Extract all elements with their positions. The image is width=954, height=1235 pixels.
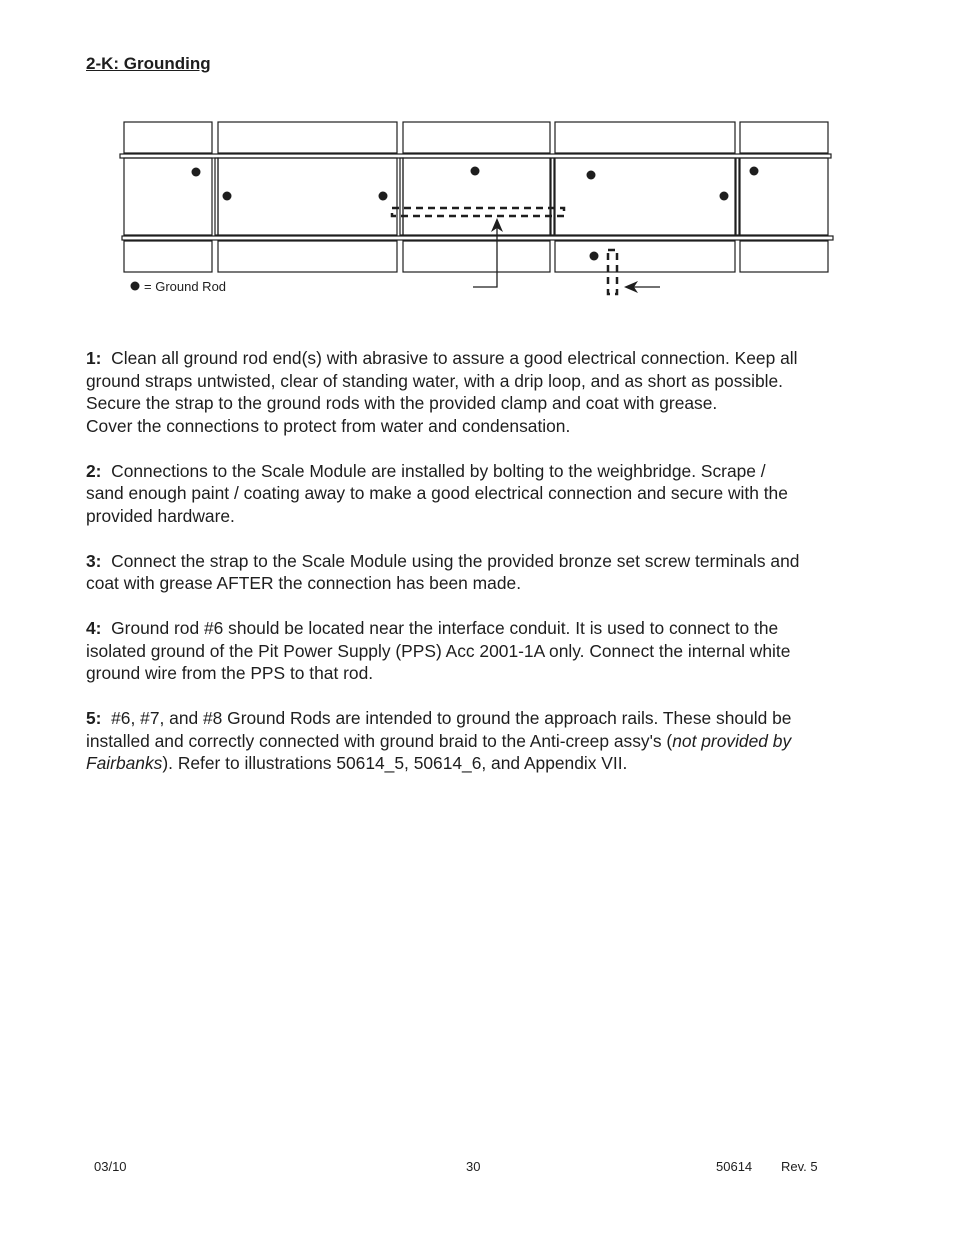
paragraph-line: ground straps untwisted, clear of standing water, with a drip loop, and as short as possible. <box>86 370 783 391</box>
lower-box-1 <box>124 241 212 272</box>
upper-box-2 <box>218 122 397 153</box>
grounding-diagram <box>0 0 954 320</box>
ground-rod-marker <box>192 168 201 177</box>
top-rail <box>120 154 831 158</box>
module-box-4 <box>555 158 735 235</box>
ground-rod-marker <box>750 167 759 176</box>
upper-box-1 <box>124 122 212 153</box>
paragraph-line: Clean all ground rod end(s) with abrasive to assure a good electrical connection. Keep all <box>111 348 798 368</box>
paragraph-number: 4: <box>86 618 102 638</box>
paragraph-5 <box>86 707 876 775</box>
paragraph-line: isolated ground of the Pit Power Supply (PPS) Acc 2001-1A only. Connect the internal white <box>86 640 791 661</box>
paragraph-line: ground wire from the PPS to that rod. <box>86 663 374 683</box>
module-gap-4 <box>736 158 739 235</box>
lower-box-2 <box>218 241 397 272</box>
paragraph-2 <box>86 460 876 528</box>
paragraph-number: 3: <box>86 550 102 571</box>
legend-dot-icon <box>131 282 140 291</box>
italic-note: not provided by <box>672 730 792 751</box>
paragraph-line: Cover the connections to protect from water and condensation. <box>86 415 571 436</box>
lower-box-4 <box>555 241 735 272</box>
upper-box-3 <box>403 122 550 153</box>
bottom-rail <box>122 236 833 240</box>
paragraph-line: sand enough paint / coating away to make a good electrical connection and secure with the <box>86 483 788 503</box>
paragraph-number: 5: <box>86 708 102 728</box>
ground-rod-marker <box>471 167 480 176</box>
paragraph-line: Connections to the Scale Module are installed by bolting to the weighbridge. Scrape / <box>111 460 766 481</box>
paragraph-line: provided hardware. <box>86 505 235 526</box>
upper-box-5 <box>740 122 828 153</box>
ground-rod-marker <box>379 192 388 201</box>
paragraph-line: #6, #7, and #8 Ground Rods are intended to ground the approach rails. These should be <box>111 708 792 728</box>
paragraph-line: ). Refer to illustrations 50614_5, 50614_6, and Appendix VII. <box>162 753 628 773</box>
paragraph-line: installed and correctly connected with ground braid to the Anti-creep assy's ( <box>86 730 673 751</box>
ground-rod-marker <box>590 252 599 261</box>
section-heading: 2-K: Grounding <box>86 54 211 73</box>
upper-box-4 <box>555 122 735 153</box>
paragraph-line: coat with grease AFTER the connection has been made. <box>86 573 522 593</box>
lower-box-3 <box>403 241 550 272</box>
interface-conduit-outline <box>392 208 564 216</box>
paragraph-1 <box>86 347 876 437</box>
module-gap-3 <box>551 158 554 235</box>
instructions <box>86 347 876 797</box>
footer-doc-number: 50614 <box>716 1159 753 1174</box>
legend-label: = Ground Rod <box>144 279 227 294</box>
lower-box-5 <box>740 241 828 272</box>
footer-date: 03/10 <box>94 1159 127 1174</box>
paragraph-number: 2: <box>86 460 102 481</box>
module-box-2 <box>218 158 397 235</box>
paragraph-3 <box>86 550 876 595</box>
paragraph-number: 1: <box>86 348 102 368</box>
paragraph-line: Ground rod #6 should be located near the interface conduit. It is used to connect to the <box>111 618 779 638</box>
paragraph-line: Connect the strap to the Scale Module using the provided bronze set screw terminals and <box>111 550 800 571</box>
ground-rod-marker <box>720 192 729 201</box>
ground-rod-marker <box>223 192 232 201</box>
footer-page-number: 30 <box>466 1159 481 1174</box>
ground-rod-marker <box>587 171 596 180</box>
italic-note: Fairbanks <box>86 753 163 773</box>
footer-revision: Rev. 5 <box>781 1159 818 1174</box>
paragraph-4 <box>86 617 876 685</box>
paragraph-line: Secure the strap to the ground rods with the provided clamp and coat with grease. <box>86 393 718 413</box>
